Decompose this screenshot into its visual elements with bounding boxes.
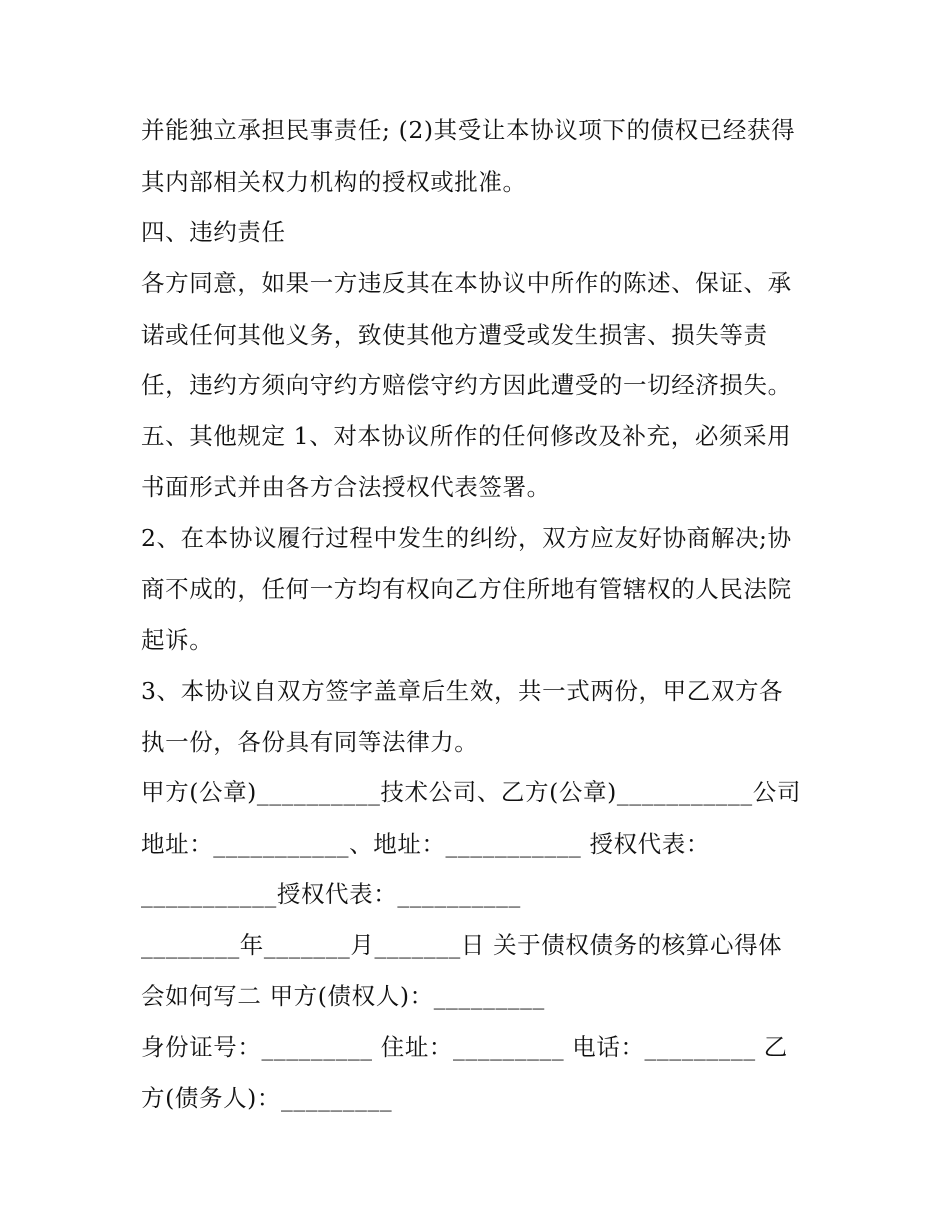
text-line: 商不成的，任何一方均有权向乙方住所地有管辖权的人民法院 <box>141 575 792 603</box>
text-line: 身份证号：_________ 住址：_________ 电话：_________ 乙 <box>141 1033 788 1061</box>
text-line: 方(债务人)：_________ <box>141 1084 393 1112</box>
text-line: 五、其他规定 1、对本协议所作的任何修改及补充，必须采用 <box>141 422 792 450</box>
text-line: 执一份，各份具有同等法律力。 <box>141 728 479 756</box>
text-line: 3、本协议自双方签字盖章后生效，共一式两份，甲乙双方各 <box>141 677 784 705</box>
text-line: 书面形式并由各方合法授权代表签署。 <box>141 473 551 501</box>
text-line: 会如何写二 甲方(债权人)：_________ <box>141 982 545 1010</box>
text-line: 其内部相关权力机构的授权或批准。 <box>141 168 527 196</box>
text-line: 诺或任何其他义务，致使其他方遭受或发生损害、损失等责 <box>141 321 768 349</box>
date-line: ________年_______月_______日 关于债权债务的核算心得体 <box>141 931 783 959</box>
signature-line: 甲方(公章)__________技术公司、乙方(公章)___________公司 <box>141 778 801 806</box>
text-line: 2、在本协议履行过程中发生的纠纷，双方应友好协商解决;协 <box>141 524 792 552</box>
text-line: 起诉。 <box>141 626 214 654</box>
text-line: 各方同意，如果一方违反其在本协议中所作的陈述、保证、承 <box>141 269 792 297</box>
section-heading: 四、违约责任 <box>141 218 286 246</box>
text-line: 并能独立承担民事责任; (2)其受让本协议项下的债权已经获得 <box>141 116 796 144</box>
signature-line: 地址：___________、地址：___________ 授权代表： <box>141 830 710 858</box>
text-line: 任，违约方须向守约方赔偿守约方因此遭受的一切经济损失。 <box>141 371 792 399</box>
signature-line: ___________授权代表：__________ <box>141 880 521 908</box>
